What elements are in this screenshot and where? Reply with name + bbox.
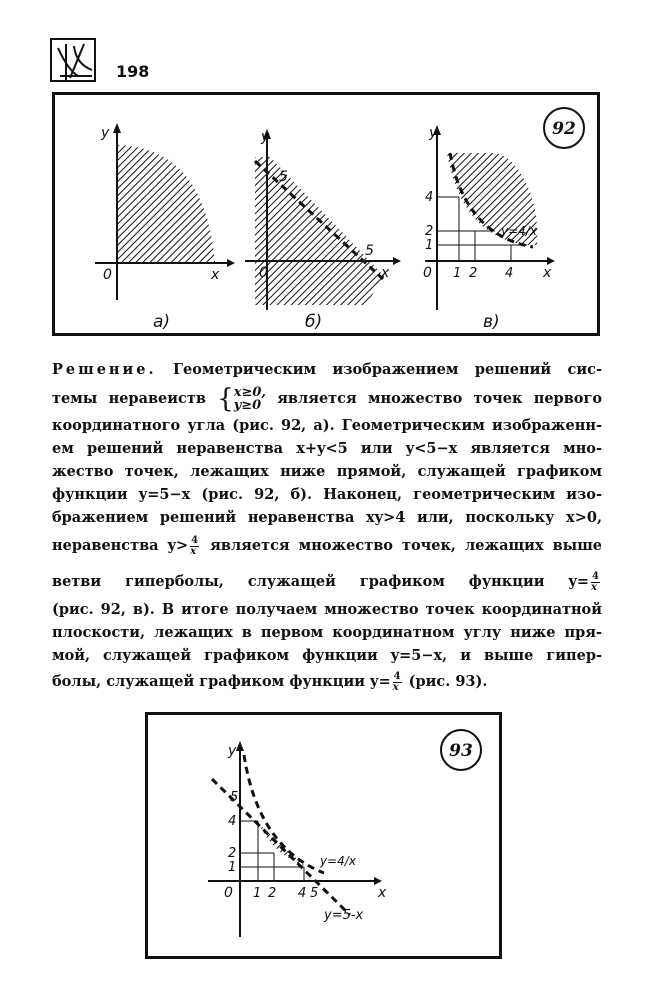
panel-a xyxy=(95,123,235,332)
x-tick-5: 5 xyxy=(310,886,319,901)
x-axis-label: x xyxy=(211,267,220,283)
x-tick-4: 4 xyxy=(298,886,307,901)
text-line: координатного угла (рис. 92, а). Геометрическим изображенн- xyxy=(52,417,602,434)
y-axis-arrow xyxy=(113,123,121,133)
x-tick-4: 4 xyxy=(505,266,514,281)
system-brace: { xyxy=(217,384,234,414)
y-tick-1: 1 xyxy=(228,860,237,875)
page-number: 198 xyxy=(116,62,150,81)
x-axis-arrow xyxy=(227,259,235,267)
x-axis-arrow xyxy=(374,877,382,885)
y-axis-label: y xyxy=(429,125,438,141)
x-axis-label: x xyxy=(543,265,552,281)
origin-label: 0 xyxy=(423,265,432,281)
fraction: $\frac{4}{x}$ xyxy=(392,670,401,693)
x-axis-arrow xyxy=(547,257,555,265)
y-tick-5: 5 xyxy=(279,169,288,185)
x-tick-2: 2 xyxy=(469,266,478,281)
curve-label: y=4/x xyxy=(501,224,537,238)
text-line: ем решений неравенства x+y<5 или y<5−x является мно- xyxy=(52,440,602,457)
x-tick-1: 1 xyxy=(253,886,262,901)
x-tick-5: 5 xyxy=(365,243,374,259)
chapter-logo xyxy=(50,38,96,82)
line-label: y=5-x xyxy=(324,908,364,923)
y-axis-label: y xyxy=(261,129,270,145)
text-line: неравенства y> $\frac{4}{x}$ является множество точек, лежащих выше xyxy=(52,534,602,557)
y-axis-label: y xyxy=(228,743,237,759)
inequality-system: x≥0, y≥0 xyxy=(233,385,266,413)
logo-graph-icon xyxy=(52,40,98,84)
text-line: плоскости, лежащих в первом координатном углу ниже пря- xyxy=(52,624,602,641)
panel-sublabel: в) xyxy=(483,312,500,332)
text-line: бражением решений неравенства xy>4 или, поскольку x>0, xyxy=(52,509,602,526)
origin-label: 0 xyxy=(103,267,112,283)
grid-lines xyxy=(240,821,304,881)
origin-label: 0 xyxy=(224,885,233,901)
curve-label: y=4/x xyxy=(320,854,356,868)
panel-c xyxy=(423,125,555,332)
fraction: $\frac{4}{x}$ xyxy=(190,534,199,557)
text-line: функции y=5−x (рис. 92, б). Наконец, геометрическим изо- xyxy=(52,486,602,503)
fraction: $\frac{4}{x}$ xyxy=(591,570,599,593)
text-line: темы неравеиств { x≥0, y≥0 является множество точек первого xyxy=(52,384,602,414)
panel-b xyxy=(245,129,401,332)
x-tick-1: 1 xyxy=(453,266,462,281)
y-tick-2: 2 xyxy=(425,224,434,239)
y-tick-4: 4 xyxy=(228,814,237,829)
text-line: болы, служащей графиком функции y= $\frac{4}{x}$ (рис. 93). xyxy=(52,670,488,693)
y-axis-label: y xyxy=(101,125,110,141)
figure-93-graph xyxy=(148,715,505,962)
y-axis-arrow xyxy=(236,741,244,751)
text-line: ветви гиперболы, служащей графиком функции y= $\frac{4}{x}$ xyxy=(52,570,599,593)
y-tick-2: 2 xyxy=(228,846,237,861)
solution-lead: Решение. xyxy=(52,361,157,378)
x-axis-label: x xyxy=(378,885,387,901)
y-tick-4: 4 xyxy=(425,190,434,205)
figure-92 xyxy=(52,92,600,336)
quadrant-region xyxy=(117,145,215,263)
text-line: мой, служащей графиком функции y=5−x, и выше гипер- xyxy=(52,647,602,664)
dashed-hyperbola xyxy=(244,755,324,873)
x-tick-2: 2 xyxy=(268,886,277,901)
x-axis-arrow xyxy=(393,257,401,265)
text-line: жество точек, лежащих ниже прямой, служащей графиком xyxy=(52,463,602,480)
origin-label: 0 xyxy=(259,265,268,281)
text-line: (рис. 92, в). В итоге получаем множество точек координатной xyxy=(52,601,602,618)
panel-sublabel: а) xyxy=(153,312,171,332)
text-line: Решение. Геометрическим изображением решений сис- xyxy=(52,361,602,378)
y-tick-1: 1 xyxy=(425,238,434,253)
y-tick-5: 5 xyxy=(230,790,239,805)
figure-93 xyxy=(145,712,502,959)
panel-sublabel: б) xyxy=(305,312,323,332)
x-axis-label: x xyxy=(381,265,390,281)
figure-number: 93 xyxy=(440,729,482,771)
figure-92-graphs xyxy=(55,95,603,339)
figure-number: 92 xyxy=(543,107,585,149)
